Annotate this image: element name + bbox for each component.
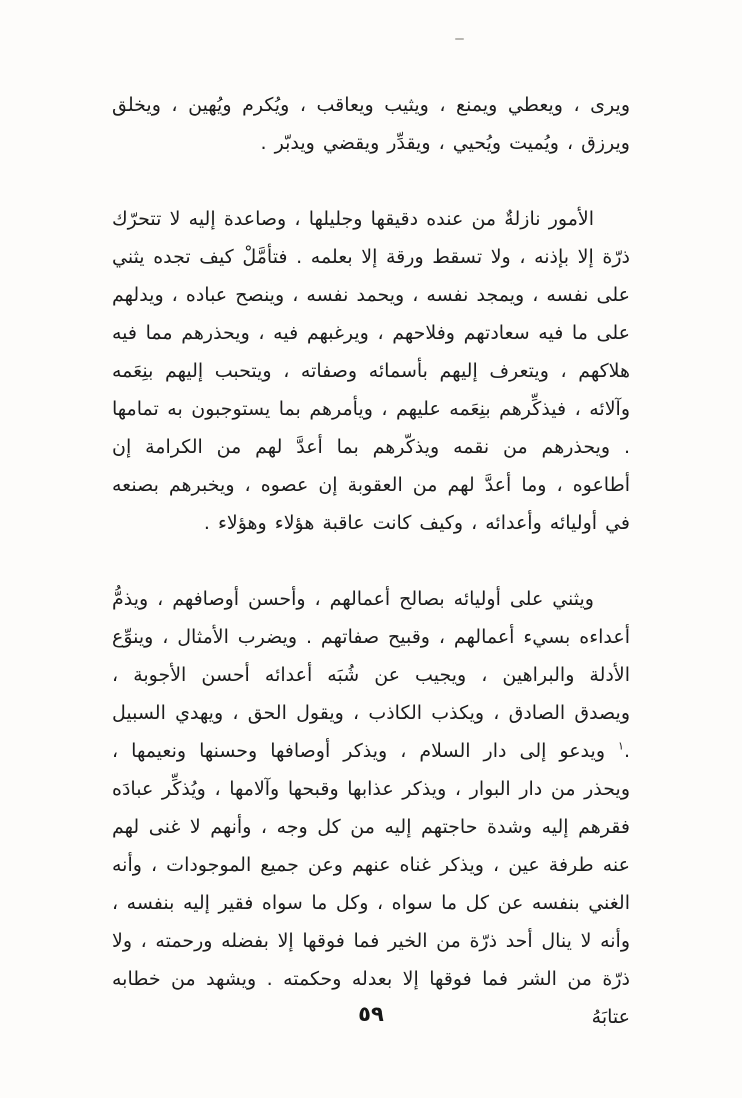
paragraph-text: ويدعو إلى دار السلام ، ويذكر أوصافها وحسنها ونعيمها ، ويحذر من دار البوار ، ويذكر عذابها وقبحها وآلامها ، ويُذكِّر عبادَه فقرهم إليه وشدة حاجتهم إليه من كل وجه ، وأنهم لا غنى لهم عنه طرفة عين ، ويذكر غناه عنهم وعن جميع الموجودات ، وأنه الغني بنفسه عن كل ما سواه ، وكل ما سواه فقير إليه بنفسه ، وأنه لا ينال أحد ذرّة من الخير فما فوقها إلا بفضله ورحمته ، ولا ذرّة من الشر فما فوقها إلا بعدله وحكمته . ويشهد من خطابه عتابَهُ [112,740,630,1028]
paragraph: الأمور نازلةٌ من عنده دقيقها وجليلها ، وصاعدة إليه لا تتحرّك ذرّة إلا بإذنه ، ولا تسقط ورقة إلا بعلمه . فتأمَّلْ كيف تجده يثني على نفسه ، ويمجد نفسه ، ويحمد نفسه ، وينصح عباده ، ويدلهم على ما فيه سعادتهم وفلاحهم ، ويرغبهم فيه ، ويحذرهم مما فيه هلاكهم ، ويتعرف إليهم بأسمائه وصفاته ، ويتحبب إليهم بنِعَمه وآلائه ، فيذكِّرهم بنِعَمه عليهم ، ويأمرهم بما يستوجبون به تمامها . ويحذرهم من نقمه ويذكّرهم بما أعدَّ لهم من الكرامة إن أطاعوه ، وما أعدَّ لهم من العقوبة إن عصوه ، ويخبرهم بصنعه في أوليائه وأعدائه ، وكيف كانت عاقبة هؤلاء وهؤلاء . [112,208,630,534]
page-text [112,86,630,1036]
paragraph-text: ويثني على أوليائه بصالح أعمالهم ، وأحسن أوصافهم ، ويذمُّ أعداءه بسيء أعمالهم ، وقبيح صفاتهم . ويضرب الأمثال ، وينوِّع الأدلة والبراهين ، ويجيب عن شُبَه أعدائه أحسن الأجوبة ، ويصدق الصادق ، ويكذب الكاذب ، ويقول الحق ، ويهدي السبيل . [112,588,630,762]
paragraph-continuation: ويرى ، ويعطي ويمنع ، ويثيب ويعاقب ، ويُكرم ويُهين ، ويخلق ويرزق ، ويُميت ويُحيي ، ويقدِّر ويقضي ويدبّر . [112,94,630,154]
page-number: ٥٩ [358,1002,384,1026]
footnote-marker: ١ [618,739,624,753]
paragraph [112,580,630,1036]
scan-speck [455,38,464,40]
